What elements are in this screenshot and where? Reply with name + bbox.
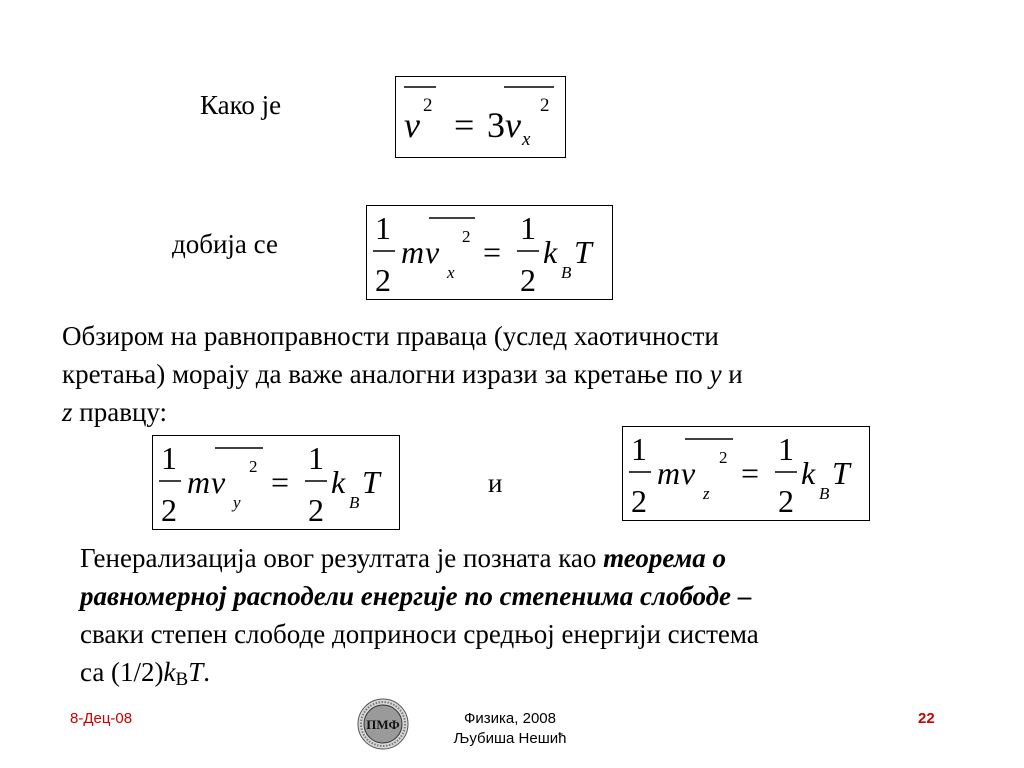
- svg-text:v: v: [211, 464, 226, 500]
- paragraph2-line1: Генерализација овог резултата је позната као теорема о: [80, 543, 726, 573]
- svg-text:y: y: [233, 493, 241, 512]
- eq1-exp2: 2: [540, 95, 550, 116]
- equation-energy-z: [622, 426, 870, 521]
- svg-text:2: 2: [308, 492, 324, 528]
- eq1-v: v: [404, 105, 420, 145]
- svg-text:T: T: [362, 464, 380, 500]
- footer-date: 8-Дец-08: [70, 710, 133, 727]
- eq1-vx: v: [505, 105, 521, 145]
- paragraph1-line1: Обзиром на равноправности праваца (услед хаотичности: [62, 321, 719, 351]
- svg-text:1: 1: [375, 210, 391, 246]
- svg-text:2: 2: [161, 492, 177, 528]
- svg-text:ПМФ: ПМФ: [366, 717, 400, 732]
- footer-page-number: 22: [918, 710, 935, 727]
- label-kako-je: Како је: [200, 90, 282, 120]
- footer-author: Љубиша Нешић: [453, 730, 567, 747]
- svg-text:B: B: [819, 484, 830, 503]
- svg-text:2: 2: [631, 483, 647, 519]
- eq1-sub: x: [522, 129, 531, 150]
- svg-text:2: 2: [375, 262, 391, 298]
- svg-text:m: m: [401, 234, 425, 270]
- svg-text:1: 1: [308, 440, 324, 476]
- svg-text:2: 2: [462, 227, 471, 246]
- paragraph2-line2: равномерној расподели енергије по степенима слободе –: [80, 581, 752, 611]
- svg-text:=: =: [741, 455, 760, 491]
- svg-text:=: =: [483, 234, 502, 270]
- svg-text:=: =: [271, 464, 290, 500]
- footer-course: Физика, 2008: [464, 710, 556, 727]
- svg-text:1: 1: [778, 431, 794, 467]
- svg-text:m: m: [187, 464, 211, 500]
- label-and: и: [488, 468, 503, 498]
- svg-text:2: 2: [520, 262, 536, 298]
- svg-text:T: T: [574, 234, 592, 270]
- svg-text:v: v: [681, 455, 696, 491]
- svg-text:B: B: [349, 493, 360, 512]
- svg-text:1: 1: [631, 431, 647, 467]
- svg-text:2: 2: [778, 483, 794, 519]
- svg-text:x: x: [447, 263, 455, 282]
- university-logo: [357, 698, 409, 750]
- eq1-equals: =: [454, 105, 475, 145]
- svg-text:1: 1: [161, 440, 177, 476]
- equation-energy-x: [366, 205, 613, 300]
- footer-course-info: [430, 709, 590, 749]
- svg-text:k: k: [801, 455, 816, 491]
- paragraph2-line4: са (1/2)kBT.: [80, 657, 210, 690]
- svg-text:1: 1: [520, 210, 536, 246]
- equation-v-squared: [395, 76, 566, 158]
- eq1-exp: 2: [423, 95, 433, 116]
- svg-text:T: T: [832, 455, 850, 491]
- paragraph1-line2: кретања) морају да важе аналогни изрази за кретање по y и: [62, 359, 743, 389]
- paragraph-equipartition: [80, 539, 980, 699]
- svg-text:2: 2: [719, 448, 728, 467]
- label-dobija-se: добија се: [172, 229, 278, 259]
- paragraph1-line3: z правцу:: [62, 397, 168, 427]
- svg-text:k: k: [543, 234, 558, 270]
- equation-energy-y: [152, 435, 400, 530]
- svg-text:k: k: [331, 464, 346, 500]
- svg-text:2: 2: [249, 457, 258, 476]
- svg-text:m: m: [657, 455, 681, 491]
- svg-text:z: z: [703, 484, 710, 503]
- svg-text:B: B: [561, 263, 572, 282]
- paragraph-equal-directions: [62, 317, 982, 431]
- paragraph2-line3: сваки степен слободе доприноси средњој енергији система: [80, 619, 759, 649]
- svg-text:v: v: [425, 234, 440, 270]
- eq1-three: 3: [487, 105, 505, 145]
